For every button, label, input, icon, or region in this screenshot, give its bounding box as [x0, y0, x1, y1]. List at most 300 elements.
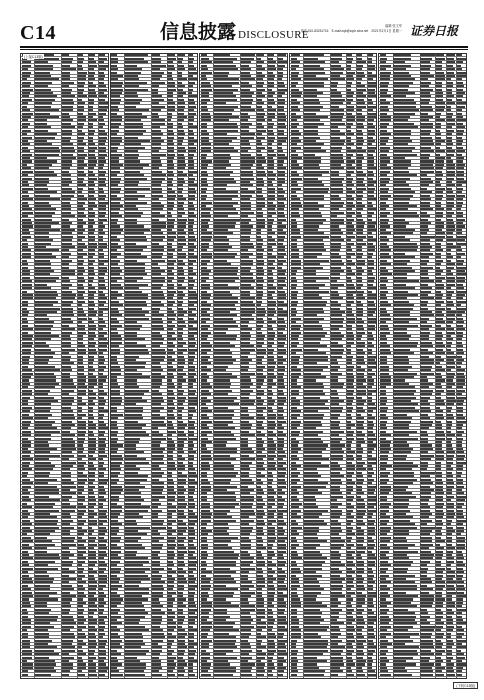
- table-cell-text: [278, 219, 286, 221]
- table-cell-text: [331, 431, 344, 433]
- table-cell-text: [99, 359, 105, 361]
- table-cell-text: [167, 304, 172, 306]
- table-cell-text: [331, 195, 339, 197]
- table-cell-text: [357, 85, 365, 87]
- table-cell-text: [278, 137, 287, 139]
- table-cell-text: [152, 263, 159, 265]
- table-cell-text: [78, 506, 86, 508]
- table-cell-text: [88, 657, 96, 659]
- table-cell-text: [257, 674, 264, 676]
- table-cell-text: [278, 208, 284, 210]
- table-cell-text: [357, 544, 363, 546]
- table-cell-text: [291, 588, 297, 590]
- table-cell-text: [78, 578, 83, 580]
- table-cell-text: [167, 113, 171, 115]
- table-cell-text: [167, 472, 172, 474]
- table-cell-text: [257, 400, 264, 402]
- table-cell-text: [291, 407, 297, 409]
- table-cell-text: [214, 349, 229, 351]
- table-cell-text: [304, 239, 323, 241]
- table-cell-text: [99, 468, 106, 470]
- table-cell-text: [241, 379, 251, 381]
- table-cell-text: [268, 537, 277, 539]
- table-cell-text: [291, 75, 299, 77]
- table-cell-text: [357, 424, 363, 426]
- table-cell-text: [167, 215, 171, 217]
- table-cell-text: [347, 301, 355, 303]
- table-cell-text: [35, 311, 57, 313]
- table-cell-text: [152, 133, 164, 135]
- table-cell-text: [291, 167, 303, 169]
- table-cell-text: [167, 578, 175, 580]
- table-cell-text: [257, 414, 263, 416]
- table-cell-text: [62, 225, 70, 227]
- table-cell-text: [62, 297, 75, 299]
- table-cell-text: [331, 602, 341, 604]
- table-cell-text: [152, 499, 159, 501]
- table-cell-text: [22, 431, 31, 433]
- table-cell-text: [167, 126, 172, 128]
- table-cell-text: [347, 335, 355, 337]
- table-cell-text: [22, 249, 31, 251]
- table-cell-text: [368, 297, 377, 299]
- table-cell-text: [62, 407, 71, 409]
- table-cell-text: [201, 332, 211, 334]
- table-cell-text: [214, 575, 231, 577]
- table-cell-text: [201, 379, 207, 381]
- table-cell-text: [357, 65, 363, 67]
- table-cell-text: [88, 547, 93, 549]
- table-cell-text: [188, 629, 197, 631]
- table-cell-text: [241, 657, 252, 659]
- table-cell-text: [88, 123, 92, 125]
- table-cell-text: [22, 427, 28, 429]
- table-cell-text: [368, 325, 376, 327]
- table-cell-text: [35, 308, 60, 310]
- table-cell-text: [357, 198, 362, 200]
- table-cell-text: [268, 499, 276, 501]
- table-cell-text: [241, 605, 255, 607]
- table-cell-text: [152, 284, 163, 286]
- table-cell-text: [201, 260, 210, 262]
- table-cell-text: [241, 465, 249, 467]
- table-cell-text: [125, 653, 147, 655]
- table-cell-text: [111, 328, 116, 330]
- table-cell-text: [331, 506, 338, 508]
- table-cell-text: [125, 304, 148, 306]
- table-cell-text: [188, 342, 196, 344]
- table-cell-text: [241, 427, 251, 429]
- table-cell-text: [167, 444, 174, 446]
- table-cell-text: [188, 287, 192, 289]
- table-cell-text: [357, 366, 361, 368]
- table-cell-text: [78, 126, 83, 128]
- table-cell-text: [62, 362, 74, 364]
- table-cell-text: [268, 263, 273, 265]
- table-cell-text: [78, 595, 86, 597]
- table-cell-text: [278, 499, 285, 501]
- table-cell-text: [268, 178, 276, 180]
- table-cell-text: [111, 225, 119, 227]
- table-cell-text: [78, 513, 84, 515]
- table-cell-text: [368, 260, 374, 262]
- table-cell-text: [167, 595, 171, 597]
- table-cell-text: [347, 595, 352, 597]
- table-cell-text: [188, 78, 197, 80]
- table-cell-text: [178, 496, 185, 498]
- table-cell-text: [99, 294, 105, 296]
- table-cell-text: [62, 554, 74, 556]
- table-cell-text: [347, 133, 354, 135]
- table-cell-text: [241, 458, 255, 460]
- table-cell-text: [35, 383, 59, 385]
- table-cell-text: [99, 280, 105, 282]
- table-cell-text: [347, 386, 355, 388]
- table-cell-text: [88, 229, 95, 231]
- table-cell-text: [201, 78, 207, 80]
- table-cell-text: [241, 78, 254, 80]
- table-cell-text: [125, 376, 150, 378]
- table-cell-text: [188, 513, 195, 515]
- table-cell-text: [304, 376, 327, 378]
- table-cell-text: [368, 513, 373, 515]
- table-cell-text: [241, 338, 250, 340]
- table-cell-text: [291, 188, 302, 190]
- table-cell-text: [214, 345, 235, 347]
- table-cell-text: [99, 554, 107, 556]
- table-cell-text: [22, 369, 33, 371]
- table-cell-text: [257, 212, 263, 214]
- table-cell-text: [62, 232, 72, 234]
- disclosure-table-grid: [20, 53, 468, 679]
- table-cell-text: [291, 554, 299, 556]
- table-cell-text: [214, 455, 230, 457]
- table-cell-text: [111, 421, 117, 423]
- table-cell-text: [152, 492, 163, 494]
- table-cell-text: [88, 208, 93, 210]
- table-cell-text: [357, 253, 363, 255]
- table-cell-text: [22, 516, 28, 518]
- table-cell-text: [167, 660, 173, 662]
- table-cell-text: [241, 373, 255, 375]
- table-cell-text: [241, 130, 249, 132]
- table-cell-text: [125, 150, 139, 152]
- table-cell-text: [62, 417, 75, 419]
- table-cell-text: [188, 657, 193, 659]
- table-cell-text: [88, 222, 94, 224]
- table-cell-text: [268, 663, 274, 665]
- table-cell-text: [88, 578, 94, 580]
- table-cell-text: [99, 646, 105, 648]
- table-cell-text: [214, 609, 226, 611]
- table-cell-text: [201, 325, 210, 327]
- table-cell-text: [188, 605, 195, 607]
- table-cell-text: [22, 338, 32, 340]
- table-cell-text: [111, 140, 121, 142]
- table-cell-text: [214, 99, 236, 101]
- table-cell-text: [178, 383, 182, 385]
- table-cell-text: [35, 513, 50, 515]
- table-cell-text: [291, 523, 298, 525]
- table-cell-text: [268, 513, 275, 515]
- table-cell-text: [167, 496, 175, 498]
- table-cell-text: [125, 568, 150, 570]
- table-cell-text: [304, 393, 325, 395]
- table-cell-text: [214, 660, 228, 662]
- table-cell-text: [125, 222, 137, 224]
- table-cell-text: [278, 421, 286, 423]
- table-cell-text: [268, 219, 274, 221]
- table-cell-text: [268, 321, 276, 323]
- table-cell-text: [99, 113, 106, 115]
- table-cell-text: [357, 280, 362, 282]
- table-cell-text: [241, 215, 248, 217]
- table-cell-text: [62, 150, 75, 152]
- table-cell-text: [88, 530, 93, 532]
- table-cell-text: [178, 506, 186, 508]
- table-cell-text: [99, 229, 103, 231]
- table-cell-text: [78, 516, 82, 518]
- table-cell-text: [99, 72, 104, 74]
- table-cell-text: [201, 253, 212, 255]
- table-cell-text: [22, 198, 33, 200]
- table-cell-text: [278, 397, 286, 399]
- table-cell-text: [22, 547, 33, 549]
- table-cell-text: [88, 167, 94, 169]
- table-cell-text: [111, 362, 118, 364]
- table-cell-text: [167, 561, 173, 563]
- table-cell-text: [178, 154, 184, 156]
- table-cell-text: [22, 537, 32, 539]
- table-cell-text: [291, 113, 297, 115]
- table-cell-text: [357, 267, 362, 269]
- table-cell-text: [331, 229, 341, 231]
- table-cell-text: [347, 222, 352, 224]
- table-cell-text: [268, 116, 275, 118]
- table-cell-text: [278, 61, 287, 63]
- table-cell-text: [347, 530, 353, 532]
- table-cell-text: [125, 441, 139, 443]
- table-cell-text: [278, 653, 287, 655]
- table-cell-text: [291, 379, 298, 381]
- table-cell-text: [22, 342, 33, 344]
- table-cell-text: [111, 126, 119, 128]
- table-cell-text: [257, 468, 265, 470]
- table-cell-text: [347, 253, 355, 255]
- table-cell-text: [214, 369, 226, 371]
- table-cell-text: [257, 191, 262, 193]
- table-cell-text: [201, 417, 209, 419]
- table-cell-text: [188, 472, 195, 474]
- table-cell-text: [78, 85, 84, 87]
- table-cell-text: [88, 270, 94, 272]
- table-cell-text: [178, 119, 184, 121]
- table-cell-text: [188, 225, 193, 227]
- table-column-block: [110, 53, 199, 679]
- table-cell-text: [167, 468, 175, 470]
- table-cell-text: [347, 318, 355, 320]
- table-cell-text: [22, 178, 32, 180]
- table-cell-text: [99, 133, 108, 135]
- table-cell-text: [214, 472, 238, 474]
- table-cell-text: [188, 113, 196, 115]
- table-cell-text: [78, 174, 86, 176]
- table-cell-text: [78, 499, 85, 501]
- table-cell-text: [99, 82, 104, 84]
- table-cell-text: [278, 492, 285, 494]
- table-cell-text: [368, 421, 374, 423]
- continued-from-label: (上接C13版): [24, 55, 43, 59]
- table-cell-text: [304, 140, 316, 142]
- table-cell-text: [214, 622, 235, 624]
- table-cell-text: [201, 578, 212, 580]
- table-cell-text: [178, 85, 185, 87]
- table-cell-text: [111, 410, 116, 412]
- table-cell-text: [241, 417, 254, 419]
- table-cell-text: [178, 280, 184, 282]
- table-cell-text: [357, 178, 364, 180]
- table-cell-text: [111, 407, 117, 409]
- table-cell-text: [35, 195, 50, 197]
- table-cell-text: [278, 619, 286, 621]
- table-cell-text: [368, 126, 375, 128]
- table-cell-text: [291, 540, 298, 542]
- table-cell-text: [331, 510, 342, 512]
- table-cell-text: [357, 537, 363, 539]
- table-cell-text: [152, 260, 165, 262]
- table-cell-text: [178, 551, 187, 553]
- table-cell-text: [167, 366, 173, 368]
- table-cell-text: [99, 208, 106, 210]
- table-cell-text: [331, 475, 344, 477]
- table-cell-text: [35, 219, 52, 221]
- table-cell-text: [22, 356, 30, 358]
- table-cell-text: [278, 184, 282, 186]
- table-cell-text: [347, 479, 352, 481]
- table-cell-text: [62, 143, 73, 145]
- table-cell-text: [201, 106, 207, 108]
- table-cell-text: [22, 400, 28, 402]
- table-cell-text: [62, 256, 68, 258]
- table-cell-text: [78, 462, 86, 464]
- table-cell-text: [167, 198, 174, 200]
- table-cell-text: [241, 462, 252, 464]
- table-cell-text: [368, 184, 375, 186]
- table-cell-text: [201, 222, 208, 224]
- table-cell-text: [22, 328, 33, 330]
- table-cell-text: [125, 513, 140, 515]
- table-cell-text: [257, 181, 264, 183]
- table-cell-text: [99, 140, 106, 142]
- table-cell-text: [331, 253, 339, 255]
- table-cell-text: [347, 325, 352, 327]
- table-cell-text: [291, 568, 301, 570]
- table-cell-text: [368, 403, 375, 405]
- table-cell-text: [368, 195, 374, 197]
- table-cell-text: [291, 119, 297, 121]
- table-cell-text: [201, 646, 209, 648]
- table-cell-text: [22, 434, 31, 436]
- table-cell-text: [278, 280, 285, 282]
- table-cell-text: [331, 595, 345, 597]
- table-cell-text: [304, 164, 320, 166]
- table-cell-text: [125, 133, 143, 135]
- table-cell-text: [347, 362, 352, 364]
- table-cell-text: [62, 82, 74, 84]
- table-cell-text: [35, 328, 51, 330]
- table-cell-text: [152, 568, 165, 570]
- table-cell-text: [257, 239, 263, 241]
- table-cell-text: [188, 65, 193, 67]
- table-cell-text: [304, 523, 328, 525]
- table-cell-text: [201, 89, 212, 91]
- table-cell-text: [368, 359, 375, 361]
- table-cell-text: [111, 253, 121, 255]
- table-cell-text: [88, 462, 92, 464]
- table-cell-text: [278, 260, 286, 262]
- table-cell-text: [167, 314, 176, 316]
- table-cell-text: [22, 386, 28, 388]
- table-cell-text: [268, 301, 276, 303]
- table-cell-text: [331, 544, 344, 546]
- table-cell-text: [241, 660, 248, 662]
- table-cell-text: [152, 612, 165, 614]
- table-cell-text: [347, 455, 354, 457]
- table-cell-text: [125, 54, 148, 56]
- table-cell-text: [241, 653, 249, 655]
- table-cell-text: [152, 595, 163, 597]
- table-cell-text: [188, 119, 194, 121]
- table-cell-text: [88, 106, 92, 108]
- table-cell-text: [357, 116, 365, 118]
- table-cell-text: [357, 441, 365, 443]
- table-cell-text: [241, 178, 254, 180]
- table-cell-text: [368, 503, 377, 505]
- table-cell-text: [278, 390, 283, 392]
- table-cell-text: [241, 143, 249, 145]
- table-cell-text: [201, 564, 208, 566]
- table-cell-text: [304, 513, 322, 515]
- table-cell-text: [347, 236, 355, 238]
- table-cell-text: [214, 373, 232, 375]
- table-cell-text: [152, 369, 164, 371]
- table-cell-text: [257, 318, 263, 320]
- table-cell-text: [167, 109, 174, 111]
- table-cell-text: [88, 68, 94, 70]
- table-cell-text: [201, 116, 211, 118]
- table-cell-text: [257, 92, 262, 94]
- table-cell-text: [241, 95, 252, 97]
- table-cell-text: [201, 568, 206, 570]
- table-cell-text: [304, 403, 325, 405]
- table-cell-text: [347, 393, 353, 395]
- table-cell-text: [201, 167, 207, 169]
- table-cell-text: [268, 294, 272, 296]
- table-cell-text: [278, 513, 283, 515]
- table-cell-text: [88, 109, 93, 111]
- table-cell-text: [368, 362, 377, 364]
- table-cell-text: [111, 332, 117, 334]
- table-cell-text: [152, 653, 160, 655]
- table-cell-text: [35, 249, 59, 251]
- table-cell-text: [152, 564, 161, 566]
- table-cell-text: [291, 595, 298, 597]
- table-cell-text: [201, 492, 207, 494]
- table-cell-text: [368, 116, 376, 118]
- table-cell-text: [357, 273, 361, 275]
- table-cell-text: [78, 622, 84, 624]
- table-cell-text: [241, 109, 254, 111]
